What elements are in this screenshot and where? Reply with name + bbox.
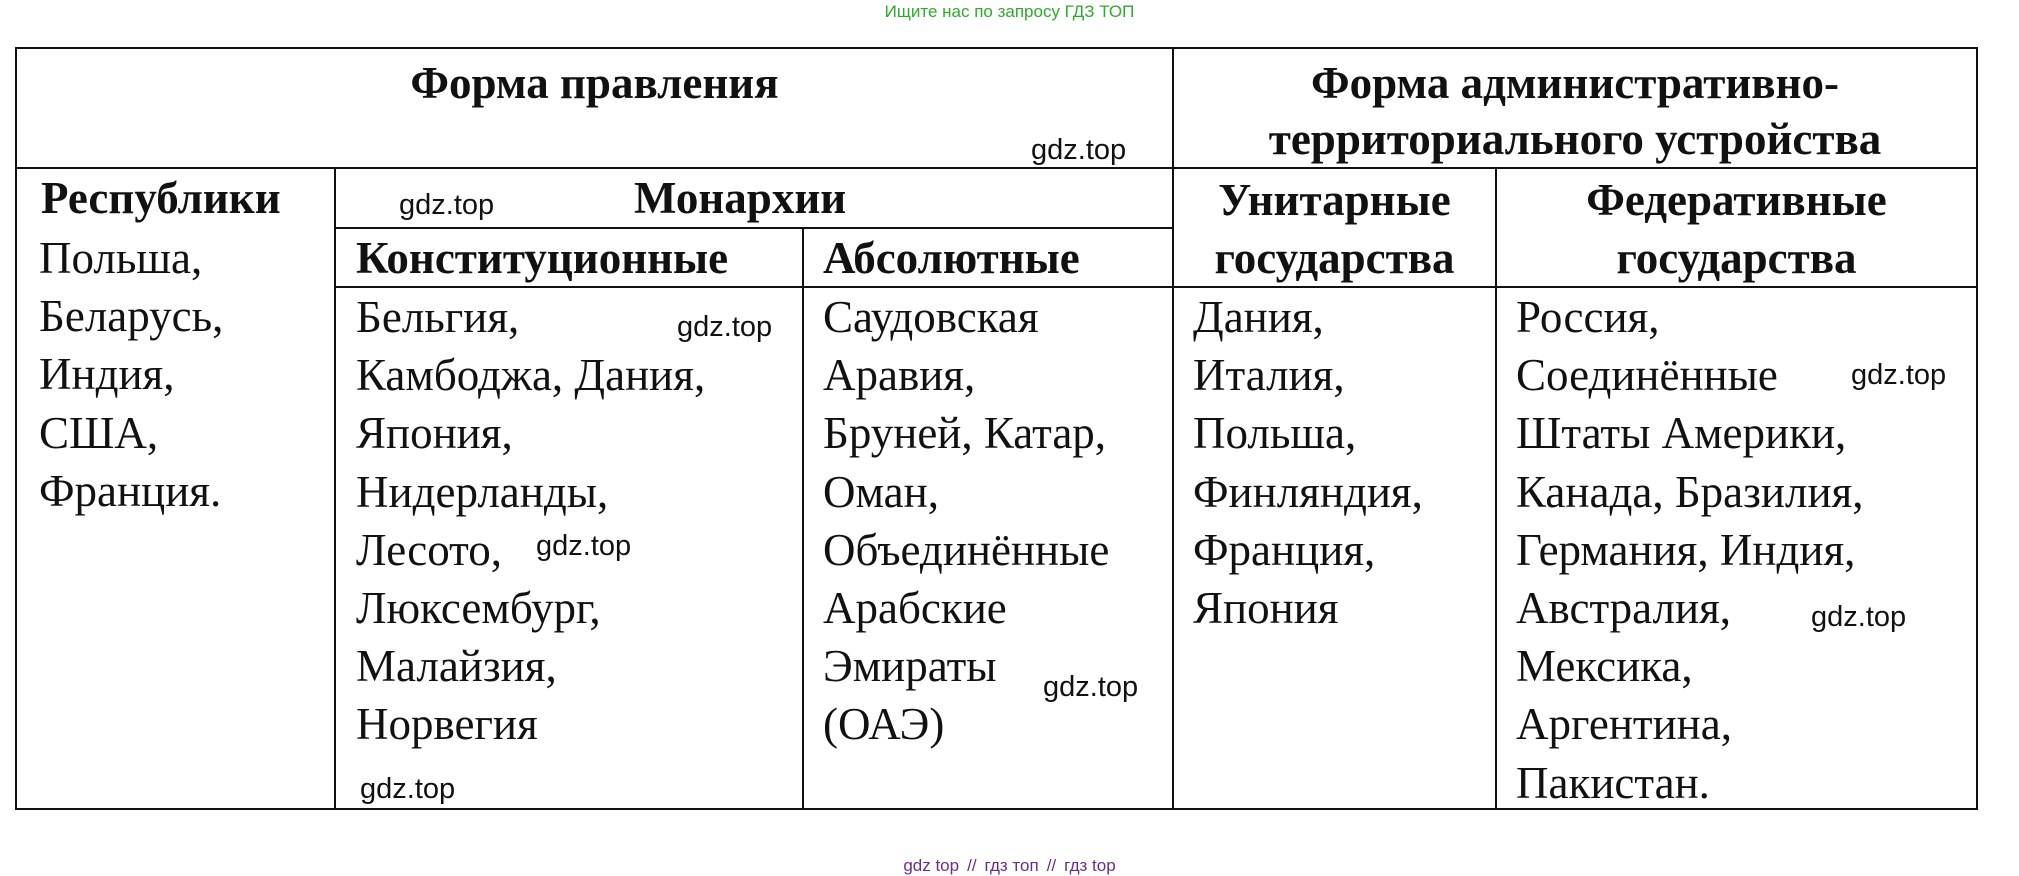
bottom-banner-part3: гдз top bbox=[1064, 856, 1116, 875]
header-monarchies: Монархии bbox=[634, 173, 847, 223]
list-item: Италия, bbox=[1193, 350, 1345, 401]
list-item: Малайзия, bbox=[356, 641, 557, 692]
list-item: Норвегия bbox=[356, 699, 538, 750]
list-item: Франция. bbox=[39, 465, 222, 516]
list-item: Арабские bbox=[823, 583, 1007, 634]
list-item: Аравия, bbox=[823, 350, 976, 401]
watermark: gdz.top bbox=[1031, 134, 1127, 166]
header-absolute: Абсолютные bbox=[823, 233, 1080, 283]
header-admin-structure bbox=[1174, 55, 1976, 167]
list-item: Дания, bbox=[1193, 292, 1324, 342]
top-banner: Ищите нас по запросу ГДЗ ТОП bbox=[884, 2, 1135, 21]
header-unitary-line1: Унитарные bbox=[1218, 175, 1451, 225]
divider-republics bbox=[334, 167, 336, 808]
list-item: Объединённые bbox=[823, 524, 1110, 575]
list-item: Лесото, bbox=[356, 524, 503, 575]
watermark: gdz.top bbox=[399, 189, 495, 221]
classification-table bbox=[15, 47, 1978, 810]
list-item: Япония, bbox=[356, 408, 513, 459]
list-item: Мексика, bbox=[1516, 641, 1693, 692]
header-federal-line1: Федеративные bbox=[1586, 175, 1887, 225]
list-item: Соединённые bbox=[1516, 350, 1778, 401]
divider-constitutional bbox=[802, 229, 804, 808]
list-item: Эмираты bbox=[823, 641, 997, 692]
list-item: Индия, bbox=[39, 349, 175, 400]
list-item: Бельгия, bbox=[356, 292, 520, 342]
list-item: (ОАЭ) bbox=[823, 699, 945, 750]
list-item: Оман, bbox=[823, 466, 939, 517]
list-unitary bbox=[1193, 288, 1493, 637]
header-form-of-government: Форма правления bbox=[410, 58, 779, 108]
bottom-banner-separator: // bbox=[967, 856, 977, 875]
watermark: gdz.top bbox=[1043, 671, 1139, 703]
watermark: gdz.top bbox=[360, 773, 456, 805]
list-item: Россия, bbox=[1516, 292, 1660, 342]
bottom-banner-separator: // bbox=[1046, 856, 1057, 875]
list-item: США, bbox=[39, 407, 159, 458]
header-federal-line2: государства bbox=[1616, 233, 1857, 283]
list-item: Камбоджа, Дания, bbox=[356, 350, 706, 401]
bottom-banner-part1: gdz top bbox=[903, 856, 960, 875]
watermark: gdz.top bbox=[677, 311, 773, 343]
list-item: Франция, bbox=[1193, 524, 1376, 575]
watermark: gdz.top bbox=[1851, 359, 1947, 391]
list-item: Австралия, bbox=[1516, 583, 1732, 634]
list-item: Бруней, Катар, bbox=[823, 408, 1107, 459]
list-item: Саудовская bbox=[823, 292, 1039, 342]
list-item: Финляндия, bbox=[1193, 466, 1423, 517]
header-federal bbox=[1497, 171, 1976, 287]
list-item: Люксембург, bbox=[356, 583, 601, 634]
list-item: Польша, bbox=[1193, 408, 1357, 459]
header-constitutional: Конституционные bbox=[356, 233, 729, 283]
list-item: Штаты Америки, bbox=[1516, 408, 1847, 459]
list-item: Беларусь, bbox=[39, 291, 224, 342]
header-admin-structure-line2: территориального устройства bbox=[1268, 114, 1882, 164]
list-constitutional bbox=[356, 288, 801, 754]
list-item: Польша, bbox=[39, 233, 203, 283]
list-item: Канада, Бразилия, bbox=[1516, 466, 1864, 517]
bottom-banner bbox=[0, 856, 2019, 876]
list-item: Япония bbox=[1193, 583, 1339, 634]
watermark: gdz.top bbox=[536, 530, 632, 562]
list-item: Аргентина, bbox=[1516, 699, 1732, 750]
list-item: Пакистан. bbox=[1516, 757, 1710, 808]
list-republics bbox=[39, 229, 329, 520]
header-admin-structure-line1: Форма административно- bbox=[1310, 58, 1840, 108]
watermark: gdz.top bbox=[1811, 601, 1907, 633]
list-item: Германия, Индия, bbox=[1516, 524, 1856, 575]
bottom-banner-part2: гдз топ bbox=[984, 856, 1039, 875]
list-item: Нидерланды, bbox=[356, 466, 609, 517]
header-unitary bbox=[1174, 171, 1495, 287]
header-unitary-line2: государства bbox=[1214, 233, 1455, 283]
header-republics: Республики bbox=[41, 173, 281, 223]
